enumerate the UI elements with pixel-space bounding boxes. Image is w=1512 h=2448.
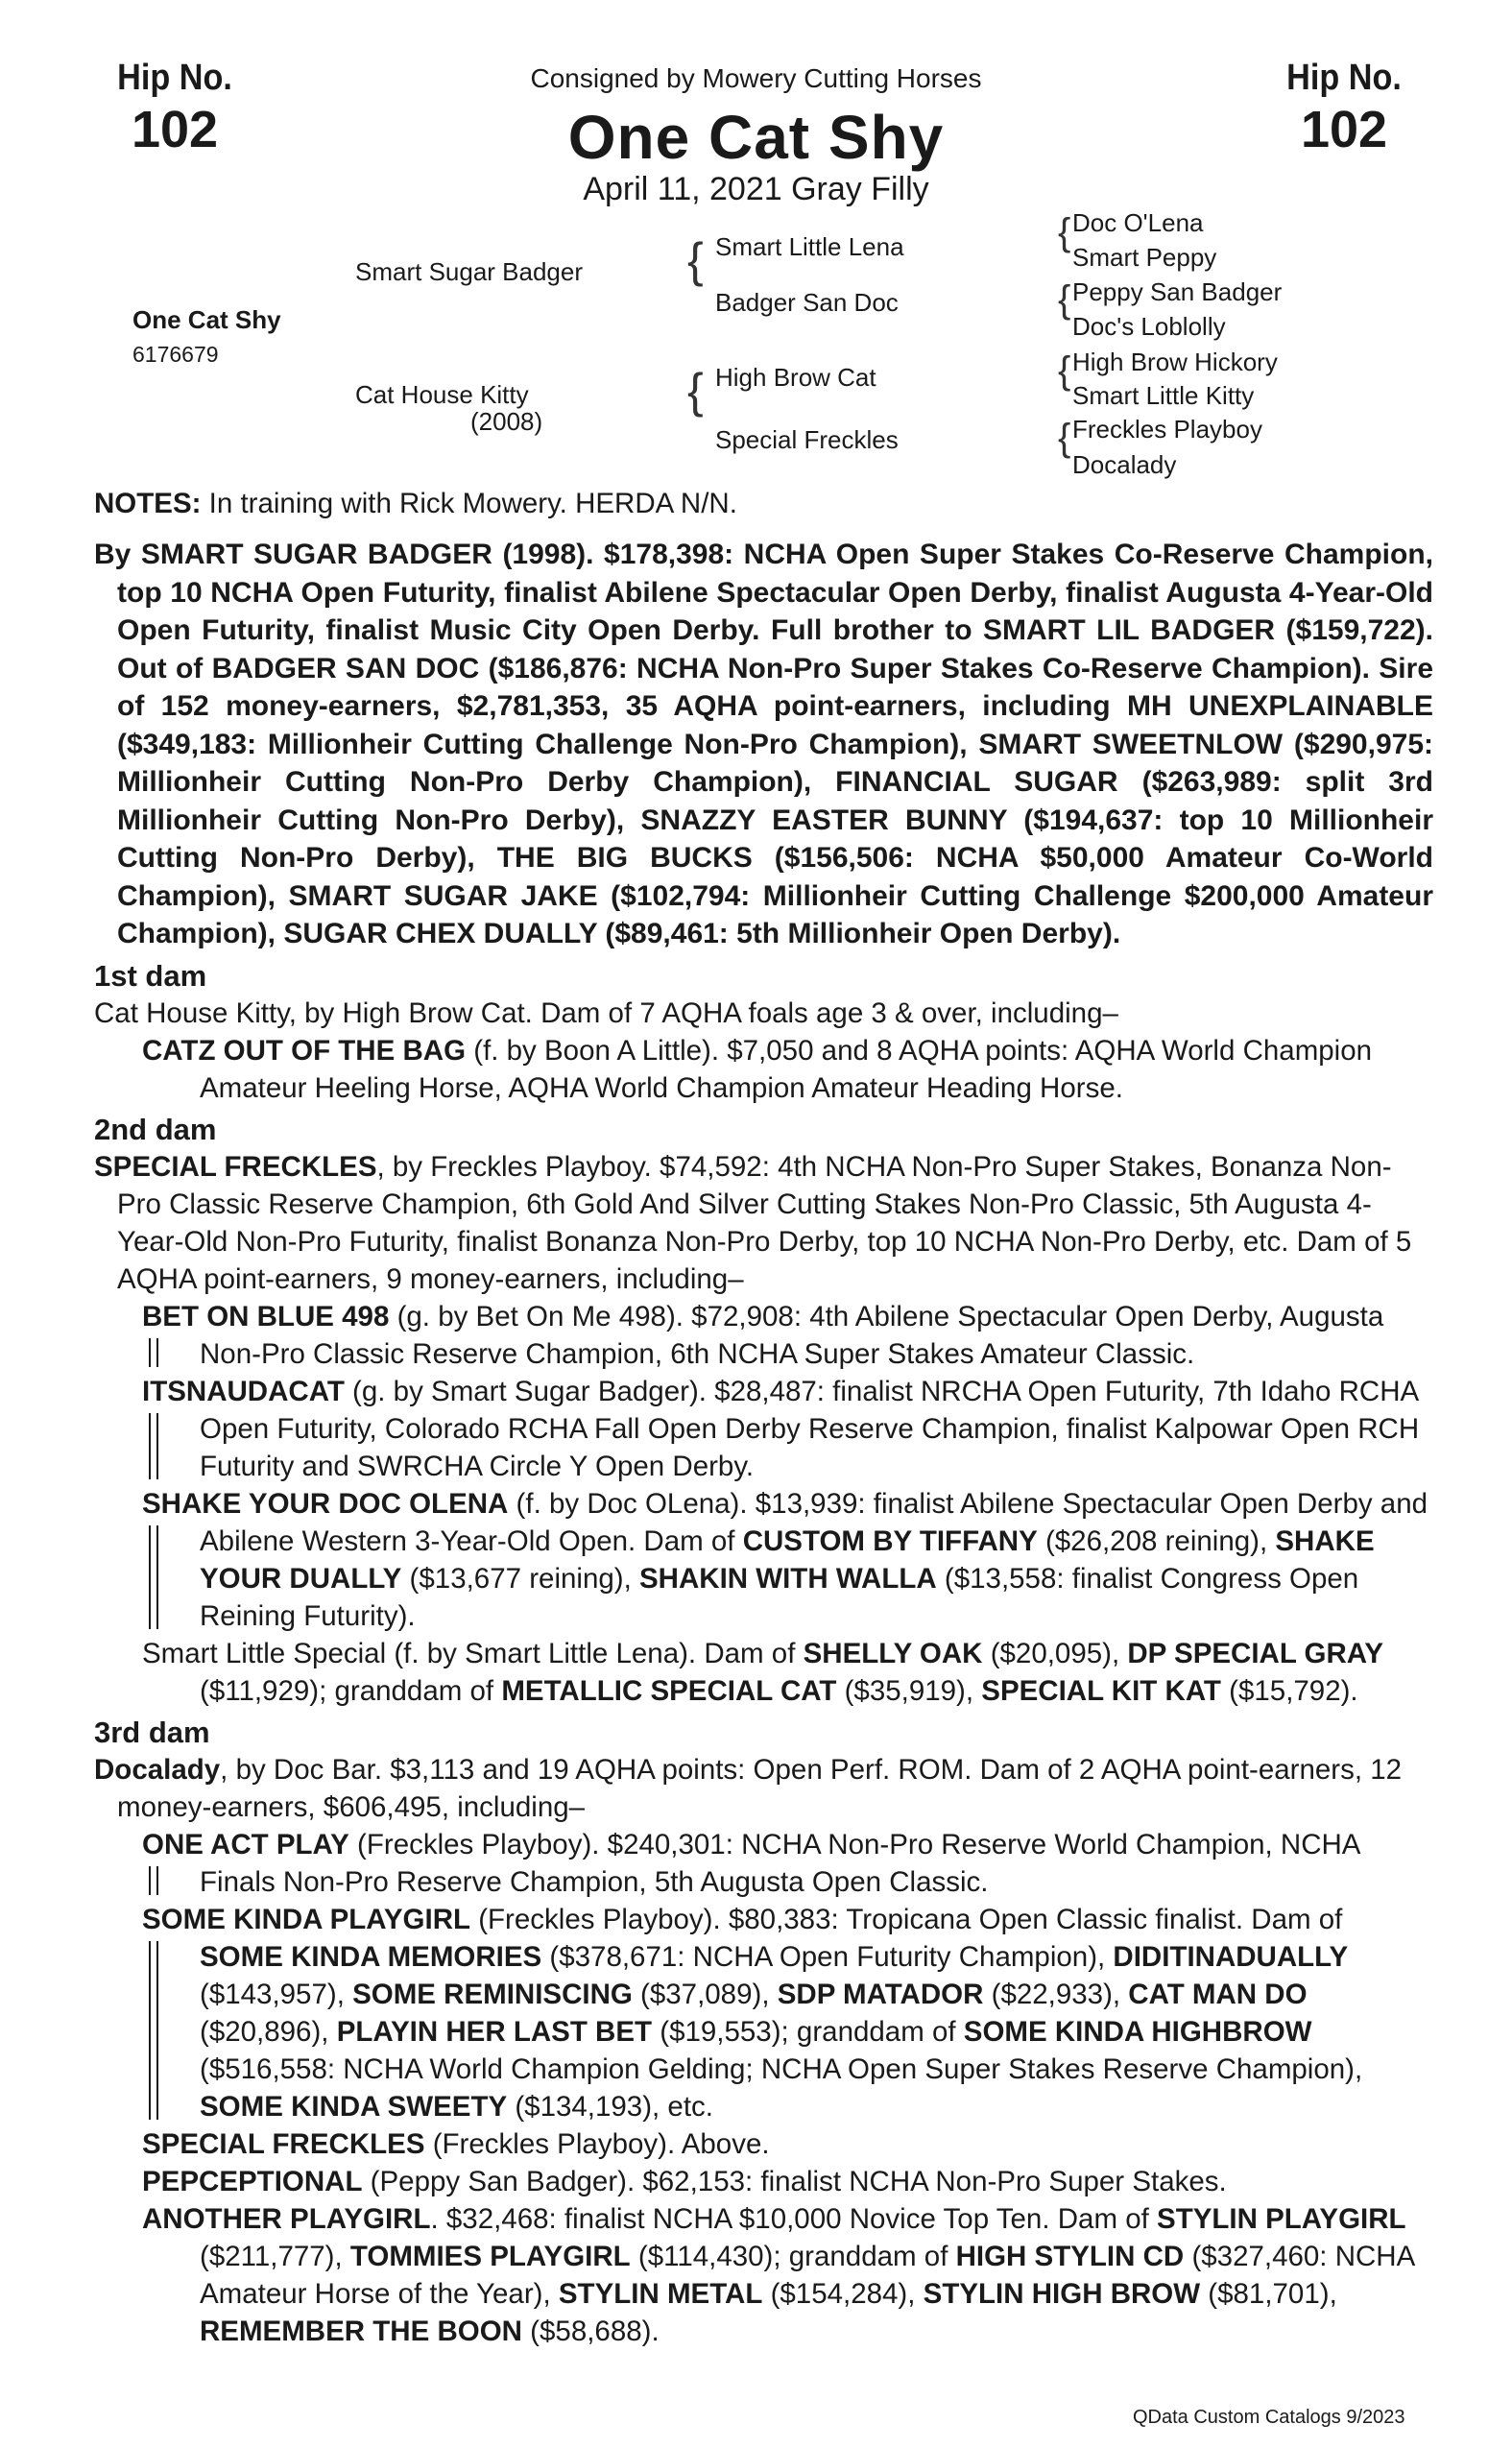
offspring-name: SOME REMINISCING (352, 1978, 633, 2010)
produce-text: ($15,792). (1220, 1674, 1358, 1707)
hip-value: 102 (1300, 101, 1388, 158)
produce-name: SHAKE YOUR DOC OLENA (142, 1487, 509, 1520)
produce-text: ($11,929); granddam of (200, 1674, 502, 1707)
produce-name: ONE ACT PLAY (142, 1828, 349, 1860)
produce-text: ($13,677 reining), (401, 1562, 639, 1595)
hip-label: Hip No. (1286, 58, 1402, 98)
notes (94, 485, 1433, 522)
dam-text: , by Freckles Playboy. $74,592: 4th NCHA Non-Pro Super Stakes, Bonanza Non-Pro Classic Reserve Champion, 6th Gold And Silver Cutting Stakes Non-Pro Classic, 5th Augusta 4-Year-Old Non-Pro Futurity, finalist Bonanza Non-Pro Derby, top 10 NCHA Non-Pro Derby, etc. Dam of 5 AQHA point-earners, 9 money-earners, including– (117, 1150, 1412, 1295)
hip-label: Hip No. (117, 58, 232, 98)
dam-name: Docalady (94, 1753, 221, 1786)
offspring-name: STYLIN HIGH BROW (923, 2277, 1201, 2310)
third-dam-text (94, 1751, 1433, 1826)
produce-text: (g. by Bet On Me 498). $72,908: 4th Abilene Spectacular Open Derby, Augusta Non-Pro Classic Reserve Champion, 6th NCHA Super Stakes Amateur Classic. (200, 1300, 1384, 1370)
produce-text: (Freckles Playboy). $80,383: Tropicana Open Classic finalist. Dam of (470, 1903, 1343, 1935)
produce-text: (Peppy San Badger). $62,153: finalist NCHA Non-Pro Super Stakes. (362, 2165, 1227, 2197)
second-dam-produce (94, 1635, 1433, 1710)
third-dam-produce (94, 2125, 1433, 2163)
notes-text: In training with Rick Mowery. HERDA N/N. (201, 488, 737, 519)
offspring-name: REMEMBER THE BOON (200, 2315, 522, 2347)
offspring-name: DP SPECIAL GRAY (1127, 1637, 1384, 1669)
pedigree-dam-year: (2008) (470, 407, 543, 436)
pedigree-ssd: Smart Peppy (1072, 243, 1217, 272)
produce-text: ($143,957), (200, 1978, 353, 2010)
produce-text: (f. by Doc OLena). $13,939: finalist Abilene Spectacular Open Derby and Abilene Western 3-Year-Old Open. Dam of (200, 1487, 1428, 1557)
offspring-name: SOME KINDA HIGHBROW (963, 2015, 1312, 2048)
offspring-name: TOMMIES PLAYGIRL (349, 2240, 631, 2272)
offspring-name: SOME KINDA SWEETY (200, 2090, 508, 2123)
offspring-name: SDP MATADOR (777, 1978, 984, 2010)
produce-text: ($134,193), etc. (507, 2090, 713, 2123)
produce-text: (Freckles Playboy). Above. (424, 2127, 770, 2160)
brace-icon: { (687, 233, 704, 287)
produce-text: ($211,777), (200, 2240, 350, 2272)
first-dam-produce (94, 1032, 1433, 1107)
pedigree-horse: One Cat Shy (132, 305, 281, 334)
pedigree-dds: Freckles Playboy (1072, 415, 1262, 444)
offspring-name: SHELLY OAK (803, 1637, 983, 1669)
brace-icon: { (687, 364, 704, 418)
offspring-name: SPECIAL KIT KAT (981, 1674, 1221, 1707)
pedigree-dsd: Smart Little Kitty (1072, 381, 1255, 410)
produce-name: PEPCEPTIONAL (142, 2165, 363, 2197)
hip-value: 102 (131, 101, 219, 158)
produce-text: ($154,284), (762, 2277, 924, 2310)
produce-text: ($378,671: NCHA Open Futurity Champion), (541, 1940, 1114, 1973)
pedigree-sdd: Doc's Loblolly (1072, 312, 1226, 341)
consignor: Consigned by Mowery Cutting Horses (530, 63, 982, 93)
dam-name: SPECIAL FRECKLES (94, 1150, 377, 1183)
notes-label: NOTES: (94, 488, 202, 519)
produce-text: . $32,468: finalist NCHA $10,000 Novice Top Ten. Dam of (430, 2202, 1158, 2235)
produce-text: ($35,919), (836, 1674, 982, 1707)
first-dam-text: Cat House Kitty, by High Brow Cat. Dam of 7 AQHA foals age 3 & over, including– (94, 996, 1118, 1029)
produce-name: ANOTHER PLAYGIRL (142, 2202, 431, 2235)
second-dam-produce (94, 1485, 1433, 1635)
dam-text: , by Doc Bar. $3,113 and 19 AQHA points: Open Perf. ROM. Dam of 2 AQHA point-earners, 12 money-earners, $606,495, including– (117, 1753, 1403, 1823)
produce-text: (f. by Boon A Little). $7,050 and 8 AQHA points: AQHA World Champion Amateur Heeling Horse, AQHA World Champion Amateur Heading Horse. (200, 1034, 1373, 1104)
third-dam-heading: 3rd dam (94, 1715, 210, 1749)
produce-text: ($58,688). (521, 2315, 660, 2347)
pedigree-dam-sire: High Brow Cat (715, 363, 876, 392)
pedigree-sss: Doc O'Lena (1072, 208, 1204, 237)
pedigree-sds: Peppy San Badger (1072, 277, 1283, 306)
third-dam-produce (94, 1826, 1433, 1901)
pedigree-dam: Cat House Kitty (355, 380, 529, 409)
produce-text: ($37,089), (632, 1978, 778, 2010)
produce-name: SPECIAL FRECKLES (142, 2127, 425, 2160)
second-dam-produce (94, 1373, 1433, 1485)
offspring-name: METALLIC SPECIAL CAT (501, 1674, 837, 1707)
brace-icon: { (1058, 278, 1071, 321)
foaling-info: April 11, 2021 Gray Filly (583, 171, 929, 207)
produce-text: ($19,553); granddam of (652, 2015, 964, 2048)
second-dam-produce (94, 1298, 1433, 1373)
produce-text: ($26,208 reining), (1037, 1524, 1276, 1557)
offspring-name: PLAYIN HER LAST BET (336, 2015, 653, 2048)
pedigree-dam-dam: Special Freckles (715, 425, 899, 454)
produce-name: ITSNAUDACAT (142, 1375, 345, 1407)
footer-credit: QData Custom Catalogs 9/2023 (1133, 2407, 1405, 2428)
produce-text: ($20,095), (982, 1637, 1128, 1669)
offspring-name: CAT MAN DO (1128, 1978, 1308, 2010)
pedigree-sire-sire: Smart Little Lena (715, 232, 904, 261)
sire-description: By SMART SUGAR BADGER (1998). $178,398: NCHA Open Super Stakes Co-Reserve Champion, top 10 NCHA Open Futurity, finalist Abilene Spectacular Open Derby, finalist Augusta 4-Year-Old Open Futurity, finalist Music City Open Derby. Full brother to SMART LIL BADGER ($159,722). Out of BADGER SAN DOC ($186,876: NCHA Non-Pro Super Stakes Co-Reserve Champion). Sire of 152 money-earners, $2,781,353, 35 AQHA point-earners, including MH UNEXPLAINABLE ($349,183: Millionheir Cutting Challenge Non-Pro Champion), SMART SWEETNLOW ($290,975: Millionheir Cutting Non-Pro Derby Champion), FINANCIAL SUGAR ($263,989: split 3rd Millionheir Cutting Non-Pro Derby), SNAZZY EASTER BUNNY ($194,637: top 10 Millionheir Cutting Non-Pro Derby), THE BIG BUCKS ($156,506: NCHA $50,000 Amateur Co-World Champion), SMART SUGAR JAKE ($102,794: Millionheir Cutting Challenge $200,000 Amateur Champion), SUGAR CHEX DUALLY ($89,461: 5th Millionheir Open Derby). (94, 539, 1433, 949)
produce-text: (Freckles Playboy). $240,301: NCHA Non-Pro Reserve World Champion, NCHA Finals Non-Pro Reserve Champion, 5th Augusta Open Classic. (200, 1828, 1359, 1898)
produce-text: ($327,460: NCHA Amateur Horse of the Year), (200, 2240, 1414, 2310)
offspring-name: SHAKE YOUR DUALLY (200, 1524, 1375, 1595)
hip-number-right (1248, 60, 1440, 156)
pedigree-sire-dam: Badger San Doc (715, 288, 899, 317)
produce-text: Smart Little Special (f. by Smart Little Lena). Dam of (142, 1637, 804, 1669)
produce-text: ($13,558: finalist Congress Open Reining Futurity). (200, 1562, 1359, 1632)
offspring-name: SHAKIN WITH WALLA (638, 1562, 937, 1595)
offspring-name: DIDITINADUALLY (1113, 1940, 1349, 1973)
produce-text: ($114,430); granddam of (630, 2240, 956, 2272)
produce-name: SOME KINDA PLAYGIRL (142, 1903, 471, 1935)
produce-name: CATZ OUT OF THE BAG (142, 1034, 467, 1067)
second-dam-text (94, 1148, 1433, 1298)
third-dam-produce (94, 2200, 1433, 2350)
third-dam-produce (94, 2163, 1433, 2200)
offspring-name: CUSTOM BY TIFFANY (742, 1524, 1038, 1557)
produce-text: ($81,701), (1200, 2277, 1337, 2310)
horse-name-title: One Cat Shy (567, 103, 945, 172)
pedigree-sire: Smart Sugar Badger (355, 257, 584, 286)
produce-text: ($516,558: NCHA World Champion Gelding; NCHA Open Super Stakes Reserve Champion), (200, 2052, 1363, 2085)
offspring-name: STYLIN METAL (558, 2277, 763, 2310)
pedigree-dss: High Brow Hickory (1072, 348, 1278, 376)
produce-text: ($20,896), (200, 2015, 337, 2048)
offspring-name: HIGH STYLIN CD (955, 2240, 1185, 2272)
produce-text: (g. by Smart Sugar Badger). $28,487: finalist NRCHA Open Futurity, 7th Idaho RCHA Open Futurity, Colorado RCHA Fall Open Derby Reserve Champion, finalist Kalpowar Open RCH Futurity and SWRCHA Circle Y Open Derby. (200, 1375, 1420, 1482)
offspring-name: STYLIN PLAYGIRL (1157, 2202, 1406, 2235)
second-dam-heading: 2nd dam (94, 1112, 217, 1146)
produce-text: ($22,933), (983, 1978, 1129, 2010)
offspring-name: SOME KINDA MEMORIES (200, 1940, 542, 1973)
produce-name: BET ON BLUE 498 (142, 1300, 390, 1332)
registration-number: 6176679 (132, 342, 219, 367)
third-dam-produce (94, 1901, 1433, 2125)
brace-icon: { (1058, 349, 1071, 392)
first-dam-heading: 1st dam (94, 958, 207, 993)
brace-icon: { (1058, 417, 1071, 459)
catalog-body (94, 485, 1433, 2350)
pedigree-ddd: Docalady (1072, 450, 1177, 479)
brace-icon: { (1058, 211, 1071, 253)
